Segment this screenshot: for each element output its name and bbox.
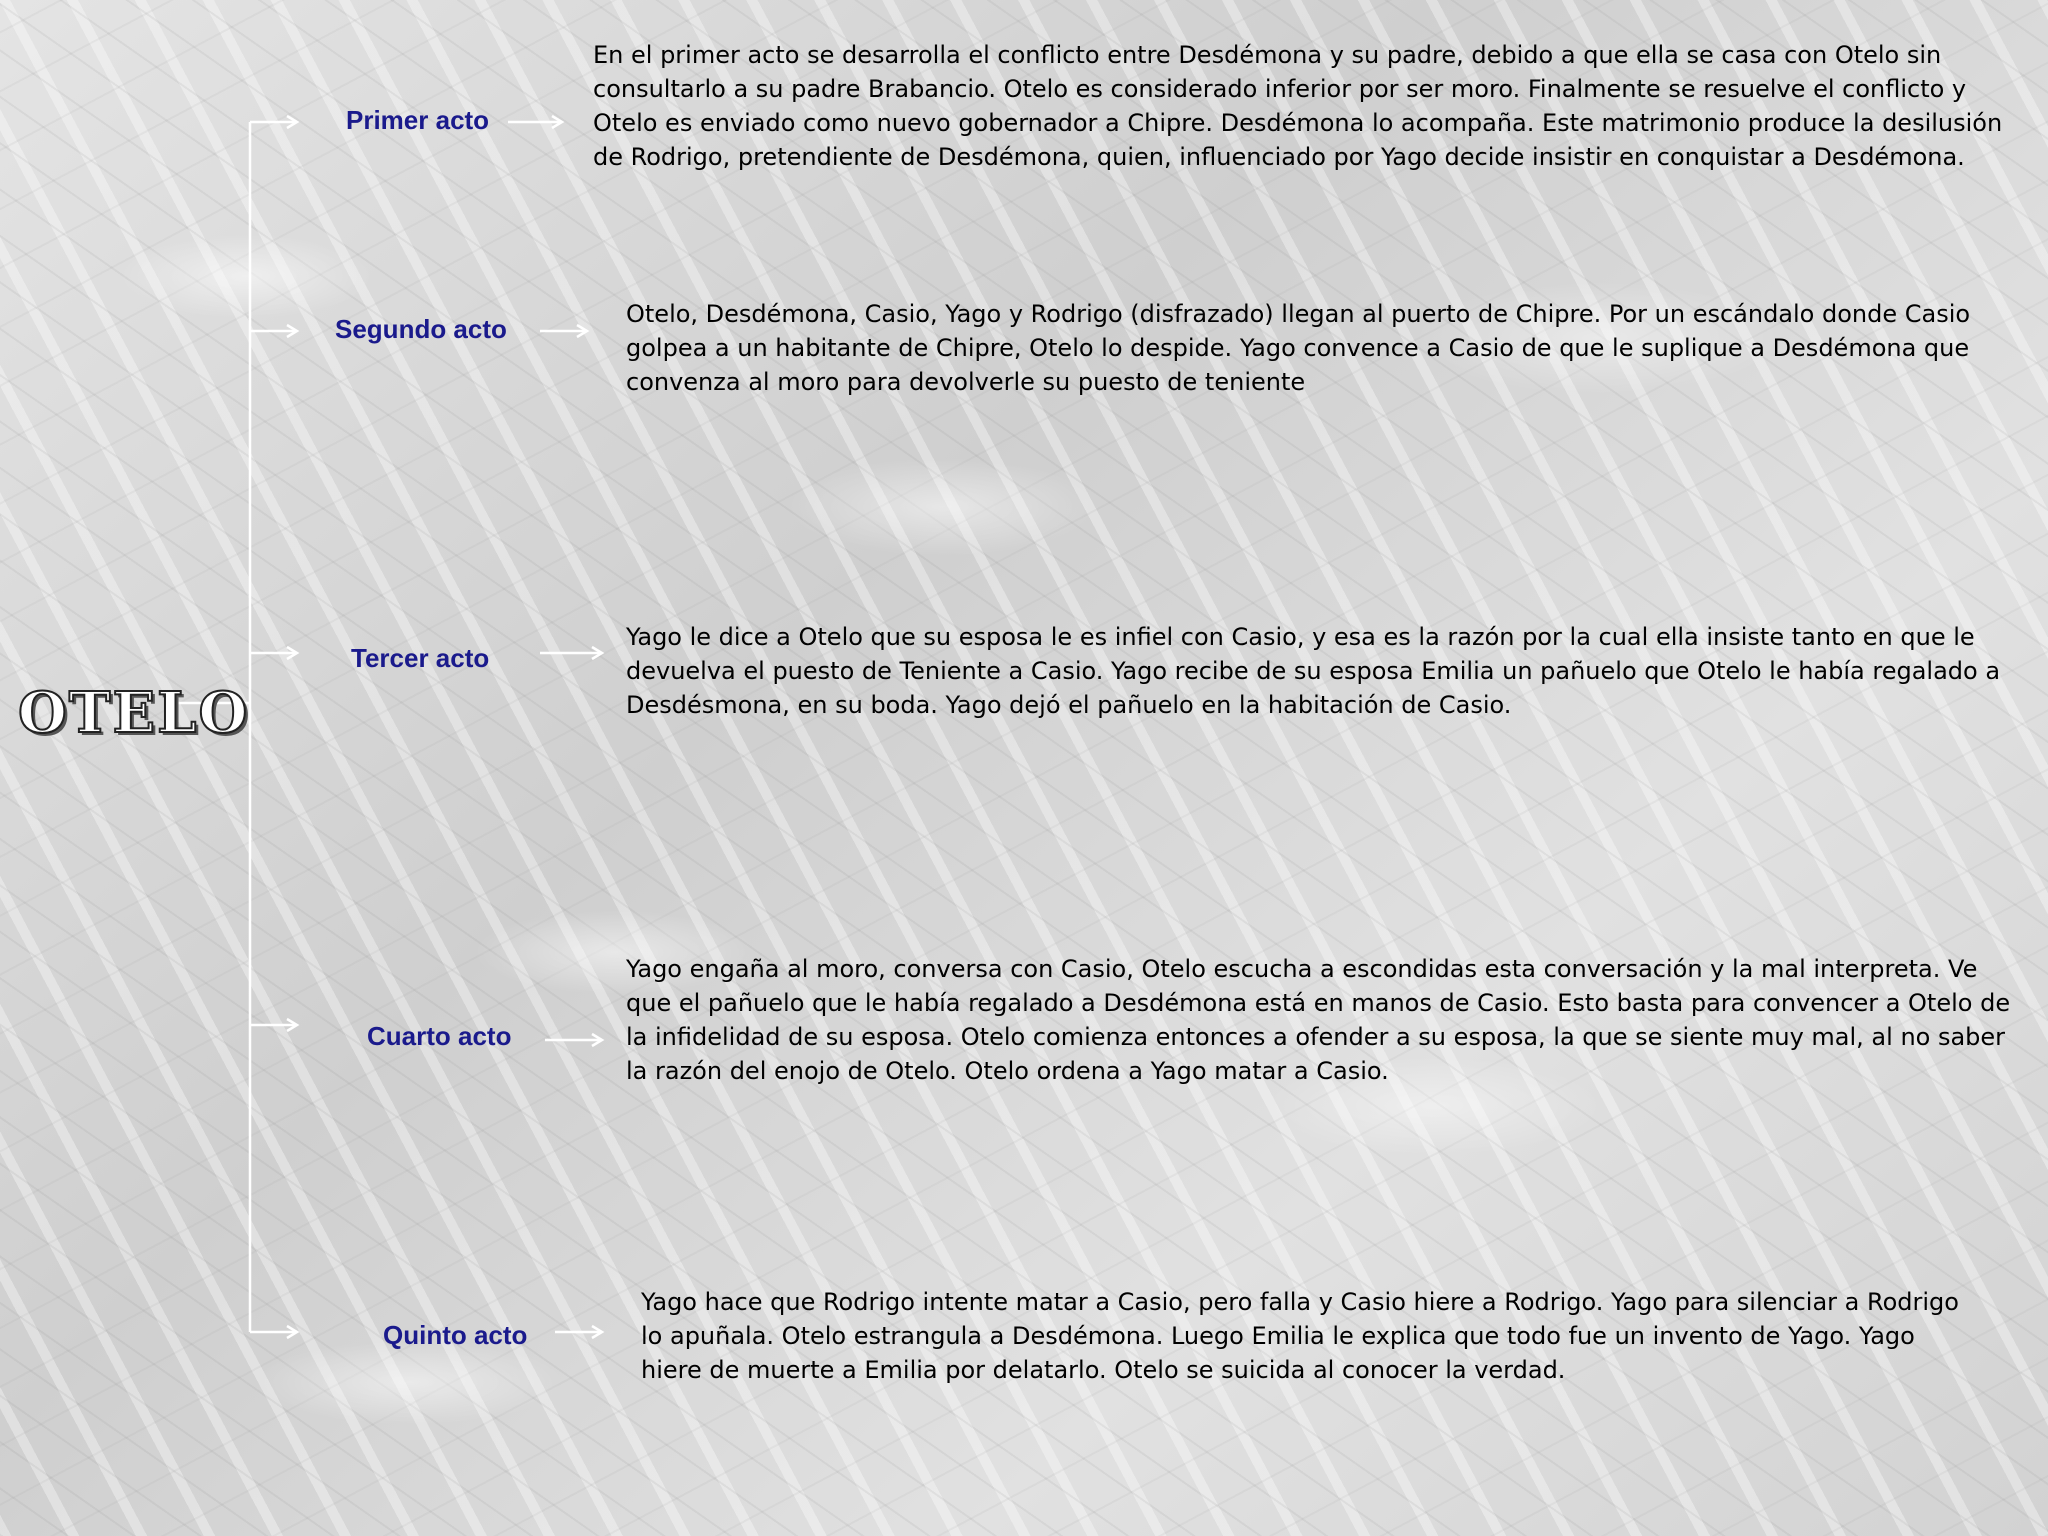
act-text-primer: En el primer acto se desarrolla el conflicto entre Desdémona y su padre, debido a que ella se casa con Otelo sin consultarlo a su padre Brabancio. Otelo es considerado inferior por ser moro. Finalmente se resuelve el conflicto y Otelo es enviado como nuevo gobernador a Chipre. Desdémona lo acompaña. Este matrimonio produce la desilusión de Rodrigo, pretendiente de Desdémona, quien, influenciado por Yago decide insistir en conquistar a Desdémona. [593,41,2003,171]
act-text-tercer: Yago le dice a Otelo que su esposa le es infiel con Casio, y esa es la razón por la cual ella insiste tanto en que le devuelva el puesto de Teniente a Casio. Yago recibe de su esposa Emilia un pañuelo que Otelo le había regalado a Desdésmona, en su boda. Yago dejó el pañuelo en la habitación de Casio. [626,623,2001,719]
act-label-primer: Primer acto [346,105,490,135]
act-label-segundo: Segundo acto [335,314,507,344]
act-label-cuarto: Cuarto acto [367,1021,512,1051]
act-text-quinto: Yago hace que Rodrigo intente matar a Casio, pero falla y Casio hiere a Rodrigo. Yago para silenciar a Rodrigo lo apuñala. Otelo estrangula a Desdémona. Luego Emilia le explica que todo fue un invento de Yago. Yago hiere de muerte a Emilia por delatarlo. Otelo se suicida al conocer la verdad. [641,1288,1959,1384]
act-label-tercer: Tercer acto [351,643,490,673]
act-label-quinto: Quinto acto [383,1320,528,1350]
act-text-segundo: Otelo, Desdémona, Casio, Yago y Rodrigo (disfrazado) llegan al puerto de Chipre. Por un escándalo donde Casio golpea a un habitante de Chipre, Otelo lo despide. Yago convence a Casio de que le suplique a Desdémona que convenza al moro para devolverle su puesto de teniente [626,300,1971,396]
diagram-title: OTELO [18,680,250,746]
act-text-cuarto: Yago engaña al moro, conversa con Casio, Otelo escucha a escondidas esta conversación y la mal interpreta. Ve que el pañuelo que le había regalado a Desdémona está en manos de Casio. Esto basta para convencer a Otelo de la infidelidad de su esposa. Otelo comienza entonces a ofender a su esposa, la que se siente muy mal, al no saber la razón del enojo de Otelo. Otelo ordena a Yago matar a Casio. [626,955,2011,1085]
